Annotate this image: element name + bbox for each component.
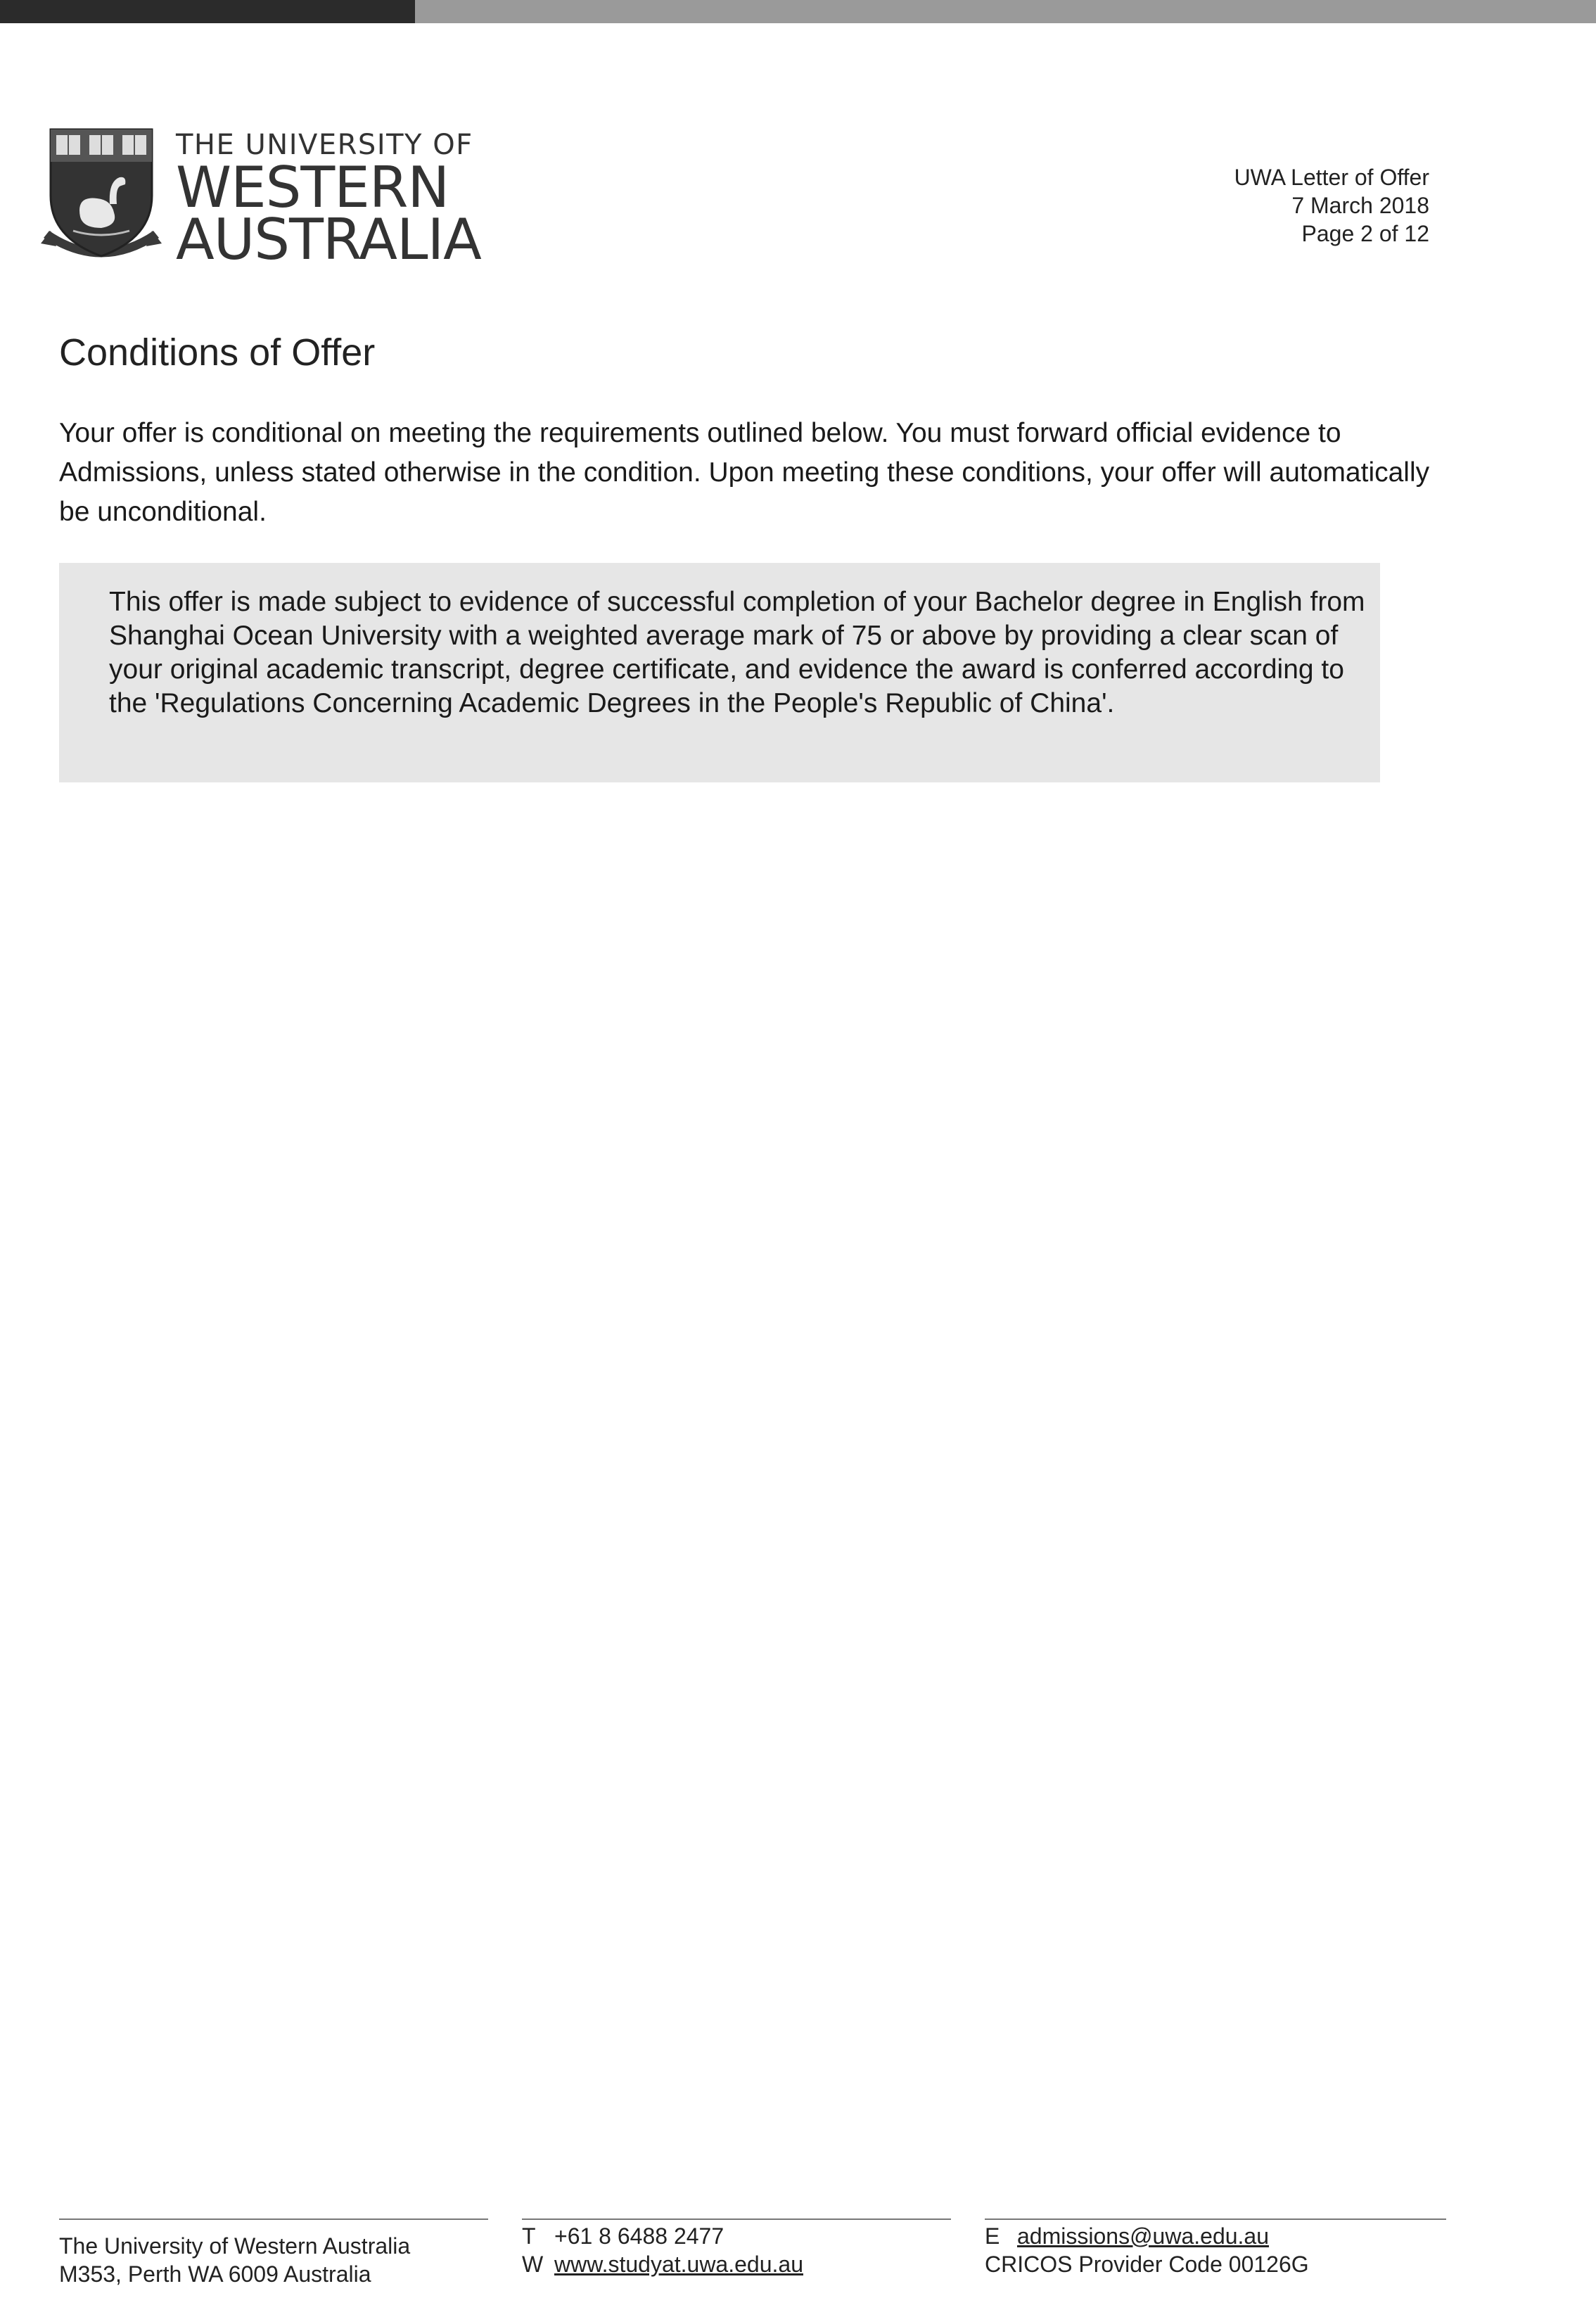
footer-rule-3: [985, 2218, 1446, 2220]
footer-address: [59, 2232, 410, 2288]
phone-label: T: [522, 2223, 536, 2249]
email-link[interactable]: admissions@uwa.edu.au: [1017, 2223, 1270, 2249]
footer-contact: [522, 2222, 803, 2278]
email-label: E: [985, 2223, 1000, 2249]
web-label: W: [522, 2252, 544, 2277]
condition-box: [59, 563, 1380, 782]
document-title: UWA Letter of Offer: [1234, 165, 1429, 190]
footer-rule-2: [522, 2218, 951, 2220]
university-wordmark: [176, 128, 481, 272]
university-logo: [41, 125, 481, 277]
footer-rule-1: [59, 2218, 488, 2220]
phone-number: +61 8 6488 2477: [554, 2223, 724, 2249]
footer-email: [985, 2222, 1309, 2278]
email-row: [985, 2222, 1309, 2250]
document-meta: [1234, 163, 1429, 248]
condition-text: This offer is made subject to evidence of successful completion of your Bachelor degree in English from Shanghai Ocean University with a weighted average mark of 75 or above by providing a clear scan of your original academic transcript, degree certificate, and evidence the award is conferred according to the 'Regulations Concerning Academic Degrees in the People's Republic of China'.: [109, 587, 1365, 718]
web-row: [522, 2250, 803, 2278]
intro-paragraph: Your offer is conditional on meeting the requirements outlined below. You must forward official evidence to Admissions, unless stated otherwise in the condition. Upon meeting these conditions, your offer will automatically be unconditional.: [59, 418, 1430, 527]
top-bar-accent: [0, 0, 415, 23]
wordmark-line-2: WESTERN: [176, 155, 449, 220]
wordmark-line-3: AUSTRALIA: [176, 207, 481, 272]
document-date: 7 March 2018: [1291, 193, 1429, 218]
page-title: Conditions of Offer: [59, 331, 376, 374]
crest-icon: [41, 125, 162, 277]
phone-row: [522, 2222, 803, 2250]
wordmark-line-1: THE UNIVERSITY OF: [176, 129, 473, 161]
address-line-2: M353, Perth WA 6009 Australia: [59, 2261, 371, 2287]
page-indicator: Page 2 of 12: [1301, 221, 1429, 246]
website-link[interactable]: www.studyat.uwa.edu.au: [554, 2252, 803, 2277]
cricos-code: CRICOS Provider Code 00126G: [985, 2252, 1309, 2277]
address-line-1: The University of Western Australia: [59, 2233, 411, 2259]
